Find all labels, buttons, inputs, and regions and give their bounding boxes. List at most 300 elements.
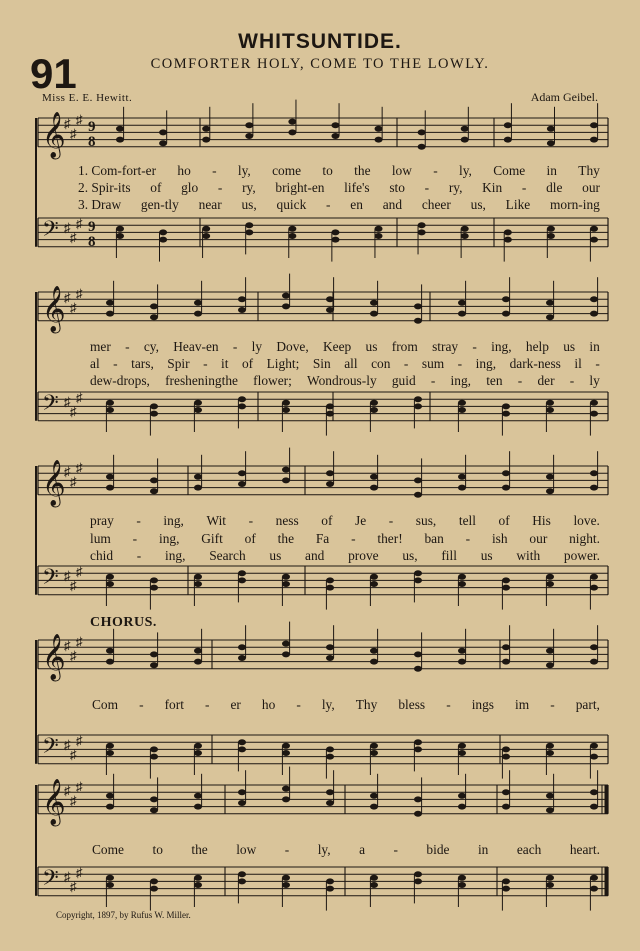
composer-credit: Adam Geibel. — [530, 90, 598, 104]
note-head — [106, 804, 114, 810]
lyric-syllable: gen-tly — [140, 197, 179, 212]
note-head — [150, 878, 158, 884]
lyric-syllable: - — [351, 531, 356, 546]
lyric-syllable: ly — [251, 339, 263, 354]
note-head — [458, 407, 466, 413]
lyric-line — [90, 356, 600, 372]
lyric-syllable: ly — [589, 373, 600, 388]
note-head — [150, 807, 158, 813]
note-head — [326, 754, 334, 760]
note-head — [282, 303, 290, 309]
lyric-syllable: ings — [471, 697, 495, 712]
note-head — [326, 296, 334, 302]
note-head — [590, 470, 598, 476]
note-head — [370, 311, 378, 317]
note-head — [590, 659, 598, 665]
note-head — [159, 229, 167, 235]
note-head — [414, 811, 422, 817]
lyric-syllable: - — [248, 513, 254, 528]
note-head — [150, 477, 158, 483]
note-head — [546, 300, 554, 306]
lyric-syllable: Kin — [482, 180, 503, 195]
sharp-icon: ♯ — [70, 648, 77, 663]
note-head — [414, 303, 422, 309]
note-head — [282, 875, 290, 881]
lyric-syllable: - — [232, 339, 238, 354]
lyric-syllable: love. — [573, 513, 600, 528]
lyric-syllable: Gift — [201, 531, 223, 546]
lyric-syllable: - — [326, 197, 331, 212]
lyric-line — [92, 697, 600, 713]
note-head — [331, 229, 339, 235]
lyric-syllable: pray — [90, 513, 114, 528]
note-head — [458, 485, 466, 491]
note-head — [106, 793, 114, 799]
lyric-syllable: power. — [563, 548, 600, 563]
sharp-icon: ♯ — [70, 300, 77, 315]
note-head — [547, 140, 555, 146]
lyric-syllable: ten — [486, 373, 503, 388]
lyric-syllable: Thy — [355, 697, 378, 712]
note-head — [418, 144, 426, 150]
note-head — [116, 126, 124, 132]
lyric-syllable: the — [277, 531, 295, 546]
note-head — [370, 875, 378, 881]
lyric-syllable: ly, — [321, 697, 335, 712]
note-head — [326, 481, 334, 487]
lyric-syllable: life's — [344, 180, 370, 195]
note-head — [502, 804, 510, 810]
lyric-syllable: dle — [546, 180, 563, 195]
note-head — [590, 137, 598, 143]
lyric-syllable: ban — [424, 531, 444, 546]
sharp-icon: ♯ — [64, 783, 71, 798]
lyric-syllable: - — [125, 339, 130, 354]
note-head — [106, 875, 114, 881]
note-head — [461, 126, 469, 132]
sharp-icon: ♯ — [76, 216, 83, 231]
sharp-icon: ♯ — [64, 394, 71, 409]
note-head — [194, 743, 202, 749]
lyric-syllable: ing, — [163, 513, 184, 528]
note-head — [326, 878, 334, 884]
note-head — [458, 574, 466, 580]
note-head — [282, 477, 290, 483]
note-head — [461, 226, 469, 232]
sharp-icon: ♯ — [64, 568, 71, 583]
lyric-syllable: - — [136, 548, 142, 563]
note-head — [288, 129, 296, 135]
note-head — [116, 226, 124, 232]
lyric-syllable: with — [516, 548, 541, 563]
note-head — [106, 485, 114, 491]
note-head — [458, 750, 466, 756]
note-head — [159, 140, 167, 146]
note-head — [502, 754, 510, 760]
note-head — [375, 137, 383, 143]
note-head — [590, 743, 598, 749]
lyric-syllable: - — [595, 356, 600, 371]
lyric-syllable: Wit — [206, 513, 227, 528]
lyric-syllable: heart. — [569, 842, 600, 857]
lyric-line — [90, 531, 600, 547]
note-head — [414, 318, 422, 324]
lyric-syllable: - — [472, 339, 477, 354]
note-head — [288, 226, 296, 232]
note-head — [245, 229, 253, 235]
lyric-syllable: bless — [398, 697, 426, 712]
note-head — [502, 311, 510, 317]
lyric-syllable: - — [388, 513, 394, 528]
lyric-syllable: Search — [209, 548, 246, 563]
lyric-line — [92, 842, 600, 858]
note-head — [238, 746, 246, 752]
lyric-syllable: Wondrous-ly — [307, 373, 377, 388]
note-head — [504, 122, 512, 128]
note-head — [504, 237, 512, 243]
note-head — [370, 474, 378, 480]
note-head — [458, 581, 466, 587]
note-head — [106, 882, 114, 888]
note-head — [106, 300, 114, 306]
note-head — [414, 403, 422, 409]
note-head — [326, 800, 334, 806]
note-head — [282, 641, 290, 647]
note-head — [150, 585, 158, 591]
note-head — [370, 648, 378, 654]
note-head — [414, 577, 422, 583]
note-head — [238, 871, 246, 877]
note-head — [590, 585, 598, 591]
bass-clef-icon: 𝄢 — [42, 734, 59, 764]
note-head — [546, 488, 554, 494]
note-head — [150, 651, 158, 657]
lyric-syllable: in — [546, 163, 557, 178]
lyric-line — [78, 197, 600, 213]
sharp-icon: ♯ — [70, 126, 77, 141]
note-head — [502, 403, 510, 409]
lyric-syllable: - — [550, 697, 555, 712]
lyric-syllable: - — [424, 180, 430, 195]
note-head — [590, 311, 598, 317]
note-head — [238, 307, 246, 313]
lyric-syllable: each — [516, 842, 542, 857]
note-head — [458, 474, 466, 480]
note-head — [370, 574, 378, 580]
sharp-icon: ♯ — [64, 220, 71, 235]
lyric-syllable: im — [515, 697, 530, 712]
note-head — [106, 581, 114, 587]
note-head — [282, 786, 290, 792]
lyric-syllable: ing, — [491, 339, 512, 354]
lyric-syllable: il — [574, 356, 582, 371]
lyric-syllable: us — [269, 548, 282, 563]
note-head — [106, 311, 114, 317]
note-head — [461, 137, 469, 143]
lyric-syllable: sto — [389, 180, 405, 195]
note-head — [546, 875, 554, 881]
lyric-syllable: prove — [348, 548, 379, 563]
note-head — [194, 882, 202, 888]
note-head — [502, 644, 510, 650]
note-head — [326, 411, 334, 417]
lyric-syllable: to — [152, 842, 163, 857]
lyric-syllable: ho — [261, 697, 276, 712]
note-head — [245, 122, 253, 128]
lyricist-credit: Miss E. E. Hewitt. — [42, 92, 133, 104]
lyric-syllable: ry, — [242, 180, 256, 195]
sharp-icon: ♯ — [64, 464, 71, 479]
lyric-syllable: dew-drops, — [90, 373, 150, 388]
note-head — [238, 878, 246, 884]
note-head — [106, 750, 114, 756]
time-signature-numerator: 9 — [88, 219, 96, 235]
note-head — [546, 750, 554, 756]
bass-clef-icon: 𝄢 — [42, 565, 59, 595]
lyric-syllable: ing, — [475, 356, 497, 371]
note-head — [590, 400, 598, 406]
note-head — [326, 655, 334, 661]
hymn-number: 91 — [30, 50, 77, 97]
note-head — [590, 875, 598, 881]
note-head — [150, 303, 158, 309]
sharp-icon: ♯ — [70, 747, 77, 762]
lyric-syllable: ing, — [158, 531, 180, 546]
note-head — [282, 796, 290, 802]
note-head — [418, 222, 426, 228]
lyric-syllable: of — [321, 513, 333, 528]
note-head — [150, 796, 158, 802]
note-head — [282, 574, 290, 580]
note-head — [194, 875, 202, 881]
sharp-icon: ♯ — [64, 737, 71, 752]
lyric-syllable: - — [430, 373, 436, 388]
lyric-syllable: cy, — [143, 339, 159, 354]
lyric-syllable: - — [433, 163, 438, 178]
note-head — [590, 237, 598, 243]
note-head — [590, 485, 598, 491]
section-title: WHITSUNTIDE. — [238, 30, 402, 53]
note-head — [418, 229, 426, 235]
note-head — [414, 492, 422, 498]
note-head — [326, 585, 334, 591]
note-head — [331, 237, 339, 243]
note-head — [502, 585, 510, 591]
lyric-syllable: ness — [275, 513, 299, 528]
note-head — [194, 581, 202, 587]
lyric-syllable: low — [391, 163, 412, 178]
note-head — [150, 403, 158, 409]
lyric-syllable: 1. Com-fort-er — [78, 163, 157, 178]
lyric-syllable: in — [477, 842, 489, 857]
note-head — [106, 474, 114, 480]
note-head — [458, 804, 466, 810]
note-head — [194, 311, 202, 317]
note-head — [245, 133, 253, 139]
lyric-syllable: - — [517, 373, 523, 388]
lyric-syllable: the — [354, 163, 371, 178]
note-head — [546, 662, 554, 668]
note-head — [504, 229, 512, 235]
note-head — [150, 886, 158, 892]
note-head — [238, 296, 246, 302]
sharp-icon: ♯ — [76, 564, 83, 579]
note-head — [238, 644, 246, 650]
lyric-syllable: of — [244, 531, 256, 546]
lyric-syllable: us — [365, 339, 378, 354]
lyric-syllable: Light; — [266, 356, 300, 371]
sharp-icon: ♯ — [76, 634, 83, 649]
lyric-syllable: stray — [432, 339, 459, 354]
note-head — [502, 789, 510, 795]
note-head — [238, 481, 246, 487]
note-head — [414, 570, 422, 576]
note-head — [194, 474, 202, 480]
note-head — [458, 793, 466, 799]
lyric-syllable: - — [113, 356, 118, 371]
lyric-syllable: tars, — [131, 356, 154, 371]
lyric-syllable: - — [203, 356, 208, 371]
lyric-syllable: ther! — [377, 531, 403, 546]
note-head — [326, 307, 334, 313]
note-head — [502, 659, 510, 665]
lyric-syllable: Come — [493, 163, 526, 178]
lyric-syllable: from — [391, 339, 418, 354]
note-head — [546, 400, 554, 406]
lyric-syllable: dark-ness — [509, 356, 561, 371]
lyric-syllable: lum — [90, 531, 111, 546]
note-head — [282, 581, 290, 587]
lyric-syllable: mer — [90, 339, 111, 354]
lyric-syllable: it — [221, 356, 229, 371]
lyric-line — [90, 548, 600, 564]
lyric-syllable: fresheningthe — [165, 373, 238, 388]
note-head — [375, 126, 383, 132]
note-head — [546, 574, 554, 580]
lyric-syllable: - — [521, 180, 527, 195]
lyric-syllable: near — [198, 197, 222, 212]
note-head — [326, 746, 334, 752]
sharp-icon: ♯ — [64, 290, 71, 305]
lyric-syllable: der — [537, 373, 555, 388]
note-head — [282, 651, 290, 657]
sharp-icon: ♯ — [76, 390, 83, 405]
lyric-syllable: glo — [181, 180, 199, 195]
lyric-syllable: a — [359, 842, 366, 857]
note-head — [326, 644, 334, 650]
bass-clef-icon: 𝄢 — [42, 866, 59, 896]
note-head — [282, 750, 290, 756]
note-head — [458, 875, 466, 881]
note-head — [547, 126, 555, 132]
note-head — [106, 659, 114, 665]
note-head — [245, 222, 253, 228]
lyric-syllable: - — [403, 356, 409, 371]
note-head — [370, 743, 378, 749]
lyric-syllable: guid — [391, 373, 416, 388]
lyric-syllable: ly, — [459, 163, 472, 178]
time-signature-denominator: 8 — [88, 234, 96, 250]
lyric-syllable: us, — [241, 197, 257, 212]
lyric-syllable: our — [529, 531, 548, 546]
lyric-syllable: fort — [164, 697, 184, 712]
note-head — [590, 886, 598, 892]
lyric-syllable: - — [212, 163, 217, 178]
note-head — [458, 311, 466, 317]
copyright-notice: Copyright, 1897, by Rufus W. Miller. — [56, 910, 191, 920]
note-head — [150, 662, 158, 668]
note-head — [546, 581, 554, 587]
chorus-label: CHORUS. — [90, 615, 157, 630]
note-head — [116, 137, 124, 143]
note-head — [546, 314, 554, 320]
lyric-syllable: His — [532, 513, 551, 528]
sharp-icon: ♯ — [70, 879, 77, 894]
note-head — [326, 403, 334, 409]
note-head — [504, 137, 512, 143]
sharp-icon: ♯ — [64, 116, 71, 131]
sharp-icon: ♯ — [76, 460, 83, 475]
note-head — [194, 804, 202, 810]
lyric-syllable: tell — [458, 513, 476, 528]
lyric-line — [90, 513, 600, 529]
note-head — [194, 400, 202, 406]
note-head — [159, 237, 167, 243]
note-head — [194, 750, 202, 756]
note-head — [414, 666, 422, 672]
sharp-icon: ♯ — [70, 404, 77, 419]
lyric-line — [90, 373, 600, 389]
lyric-syllable: - — [284, 842, 290, 857]
sharp-icon: ♯ — [64, 869, 71, 884]
note-head — [418, 129, 426, 135]
treble-clef-icon: 𝄞 — [42, 112, 66, 158]
sharp-icon: ♯ — [70, 474, 77, 489]
lyric-syllable: us, — [470, 197, 486, 212]
lyric-syllable: and — [382, 197, 403, 212]
note-head — [458, 400, 466, 406]
note-head — [106, 407, 114, 413]
note-head — [238, 655, 246, 661]
lyric-line — [78, 180, 600, 196]
note-head — [458, 882, 466, 888]
note-head — [414, 746, 422, 752]
note-head — [414, 871, 422, 877]
lyric-syllable: Fa — [315, 531, 330, 546]
lyric-syllable: low — [236, 842, 257, 857]
sharp-icon: ♯ — [70, 793, 77, 808]
time-signature-numerator: 9 — [88, 119, 96, 135]
lyric-line — [90, 339, 600, 355]
treble-clef-icon: 𝄞 — [42, 634, 66, 680]
sharp-icon: ♯ — [76, 112, 83, 127]
note-head — [202, 137, 210, 143]
note-head — [331, 133, 339, 139]
lyric-syllable: fill — [441, 548, 457, 563]
note-head — [370, 750, 378, 756]
lyric-syllable: of — [498, 513, 510, 528]
lyric-syllable: morn-ing — [550, 197, 600, 212]
lyric-syllable: night. — [569, 531, 600, 546]
bass-clef-icon: 𝄢 — [42, 391, 59, 421]
note-head — [326, 470, 334, 476]
note-head — [370, 804, 378, 810]
lyric-syllable: ing, — [165, 548, 186, 563]
note-head — [238, 800, 246, 806]
lyric-syllable: - — [457, 356, 463, 371]
sharp-icon: ♯ — [70, 578, 77, 593]
lyric-syllable: - — [296, 697, 301, 712]
